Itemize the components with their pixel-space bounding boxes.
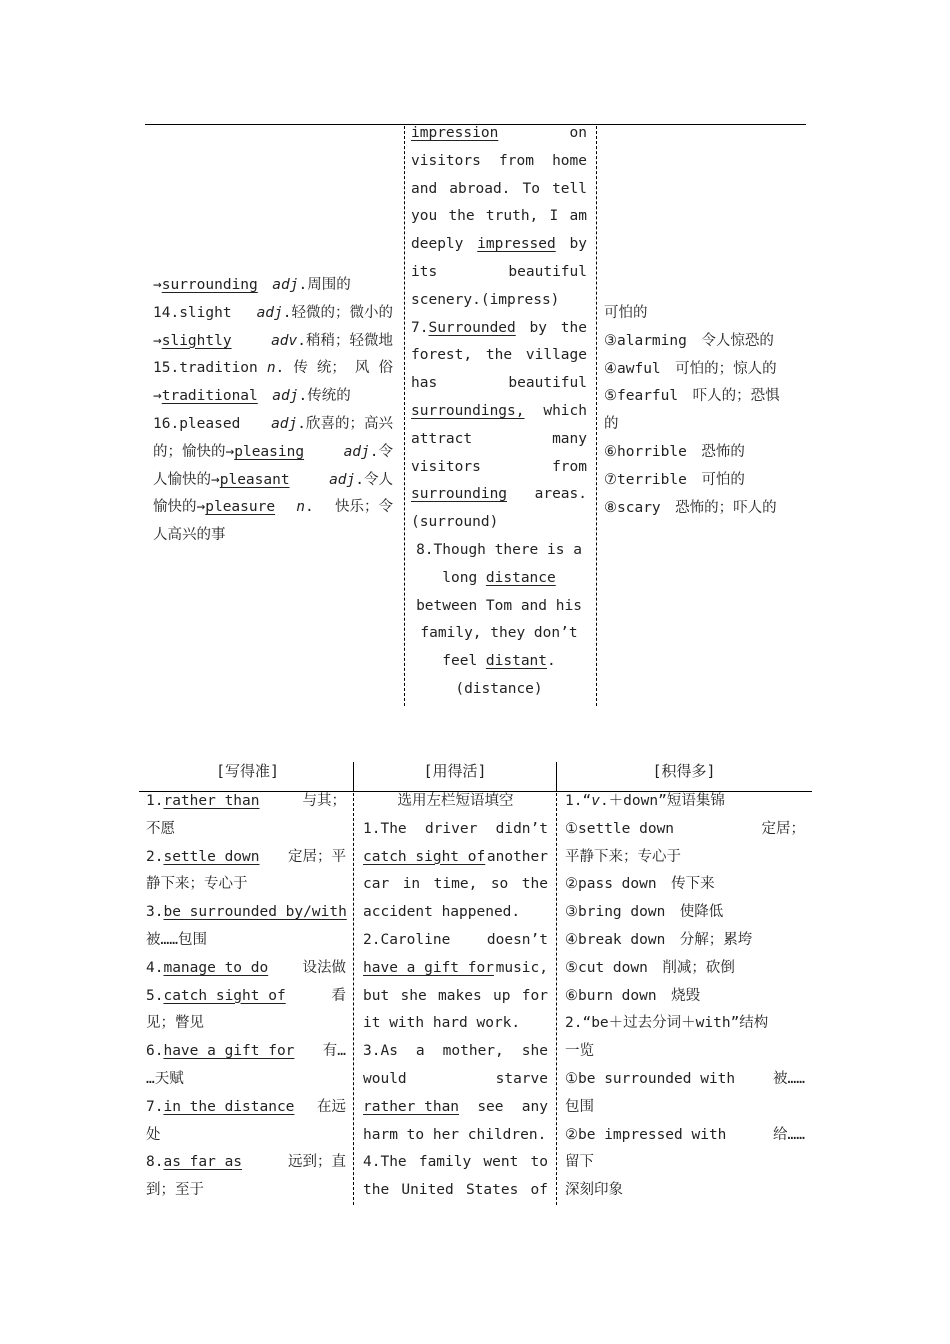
phrase-manage-to-do: manage to do: [163, 959, 269, 976]
answer-distance: distance: [485, 569, 556, 586]
fill-line: would starve: [363, 1070, 548, 1087]
fill-line: car in time, so the: [363, 876, 548, 893]
phrase-in-the-distance: in the distance: [163, 1098, 295, 1115]
bottom-header-divider-right: [556, 762, 557, 792]
phrase-rather-than: rather than: [163, 793, 260, 809]
accumulate-line: ③alarming 令人惊恐的: [604, 332, 774, 349]
phrase-line: 2.settle down 定居；平: [146, 848, 346, 865]
vocab-line: →traditional adj.传统的: [153, 388, 351, 405]
answer-slightly: slightly: [161, 332, 232, 349]
header-use: [用得活]: [423, 762, 487, 780]
accumulate-line: ⑥burn down 烧毁: [565, 987, 701, 1004]
answer-pleasure: pleasure: [205, 499, 276, 516]
accumulate-line: ⑧scary 恐怖的；吓人的: [604, 499, 777, 516]
header-write: [写得准]: [215, 762, 280, 780]
accumulate-line: 的: [604, 416, 619, 433]
practice-line: deeply impressed by: [411, 231, 587, 259]
answer-pleasing: pleasing: [234, 443, 305, 460]
fill-line: but she makes up for: [363, 987, 548, 1004]
accumulate-line: ①be surrounded with 被……: [565, 1070, 805, 1087]
practice-line: visitors from home: [411, 152, 587, 169]
practice-line: forest, the village: [411, 347, 587, 364]
fill-answer-have-a-gift-for: have a gift for: [363, 959, 494, 976]
phrase-as-far-as: as far as: [163, 1154, 243, 1171]
fill-line: catch sight of another: [363, 844, 548, 872]
fill-line: 2.Caroline doesn’t: [363, 931, 548, 948]
practice-line: long distance: [442, 569, 556, 586]
fill-line: accident happened.: [363, 904, 521, 921]
practice-line: surroundings, which: [411, 398, 587, 426]
top-vocab-column: [153, 272, 393, 550]
accumulate-line: 可怕的: [604, 305, 648, 321]
top-divider-right: [596, 126, 597, 706]
phrase-line: 4.manage to do 设法做: [146, 959, 346, 976]
practice-line: impression on: [411, 120, 587, 148]
fill-line: have a gift for music,: [363, 955, 548, 983]
accumulate-line: 平静下来；专心于: [565, 848, 681, 865]
practice-line: (distance): [455, 680, 543, 697]
vocab-line: 人高兴的事: [153, 527, 226, 544]
fill-line: rather than see any: [363, 1094, 548, 1122]
fill-line: 3.As a mother, she: [363, 1043, 548, 1060]
practice-line: scenery.(impress): [411, 291, 560, 308]
accumulate-line: ⑤cut down 削减；砍倒: [565, 959, 735, 976]
accumulate-line: 包围: [565, 1098, 594, 1115]
vocab-line: 的；愉快的→pleasing adj.令: [153, 443, 393, 460]
phrase-line: 静下来；专心于: [146, 876, 248, 893]
accumulate-line: ①settle down 定居；: [565, 820, 805, 837]
practice-line: and abroad. To tell: [411, 180, 587, 197]
answer-impression: impression: [411, 125, 499, 141]
top-accumulate-column: [604, 300, 800, 522]
answer-surrounding-2: surrounding: [411, 486, 508, 503]
vocab-line: 人愉快的→pleasant adj.令人: [153, 471, 393, 488]
header-accumulate: [积得多]: [652, 762, 716, 780]
bottom-divider-left: [353, 793, 354, 1205]
phrase-line: 到；至于: [146, 1182, 204, 1199]
vocab-line: 15.tradition n. 传 统； 风 俗: [153, 360, 393, 377]
practice-line: its beautiful: [411, 263, 587, 280]
fill-instruction: 选用左栏短语填空: [397, 793, 514, 809]
phrase-line: 7.in the distance 在远: [146, 1098, 346, 1115]
fill-answer-rather-than: rather than: [363, 1098, 460, 1115]
bottom-fill-column: [363, 788, 548, 1205]
top-practice-column: [411, 120, 587, 704]
accumulate-line: 深刻印象: [565, 1182, 623, 1199]
practice-line: 7.Surrounded by the: [411, 319, 587, 336]
vocab-line: 16.pleased adj.欣喜的；高兴: [153, 415, 393, 432]
accumulate-line: ③bring down 使降低: [565, 904, 724, 921]
accumulate-line: ④break down 分解；累垮: [565, 931, 753, 948]
fill-answer-catch-sight-of: catch sight of: [363, 848, 486, 865]
bottom-phrase-column: [146, 788, 346, 1205]
bottom-divider-right: [556, 793, 557, 1205]
accumulate-title: 2.“be＋过去分词＋with”结构: [565, 1015, 769, 1032]
vocab-line: →surrounding adj.周围的: [153, 277, 351, 293]
fill-line: it with hard work.: [363, 1015, 521, 1032]
fill-line: the United States of: [363, 1182, 548, 1199]
accumulate-line: ②be impressed with 给……: [565, 1126, 805, 1143]
accumulate-line: ⑤fearful 吓人的；恐惧: [604, 388, 780, 405]
practice-line: family, they don’t: [420, 625, 578, 642]
practice-line: visitors from: [411, 458, 587, 475]
phrase-line: 被……包围: [146, 931, 207, 948]
answer-surrounding: surrounding: [161, 277, 258, 293]
practice-line: has beautiful: [411, 375, 587, 392]
answer-traditional: traditional: [161, 388, 258, 405]
practice-line: surrounding areas.: [411, 481, 587, 509]
accumulate-line: ⑥horrible 恐怖的: [604, 443, 745, 460]
phrase-be-surrounded: be surrounded by/with: [163, 904, 347, 921]
practice-line: (surround): [411, 514, 499, 531]
practice-line: 8.Though there is a: [416, 541, 582, 558]
accumulate-line: 留下: [565, 1154, 594, 1171]
phrase-line: 处: [146, 1126, 161, 1143]
answer-surroundings: surroundings,: [411, 402, 525, 419]
answer-distant: distant: [485, 653, 548, 670]
practice-line: you the truth, I am: [411, 208, 587, 225]
phrase-line: 5.catch sight of 看: [146, 987, 346, 1004]
accumulate-line: ④awful 可怕的；惊人的: [604, 360, 777, 377]
practice-line: between Tom and his: [416, 597, 582, 614]
answer-surrounded: Surrounded: [428, 319, 516, 336]
practice-line: feel distant.: [442, 653, 556, 670]
practice-line: attract many: [411, 430, 587, 447]
accumulate-line: ⑦terrible 可怕的: [604, 471, 745, 488]
fill-line: 1.The driver didn’t: [363, 820, 548, 837]
answer-impressed: impressed: [477, 236, 556, 253]
answer-pleasant: pleasant: [219, 471, 290, 488]
top-divider-left: [404, 126, 405, 706]
fill-line: harm to her children.: [363, 1126, 547, 1143]
phrase-line: …天赋: [146, 1070, 184, 1087]
phrase-line: 1.rather than 与其；: [146, 793, 346, 809]
phrase-catch-sight-of: catch sight of: [163, 987, 286, 1004]
phrase-line: 不愿: [146, 820, 175, 837]
phrase-have-a-gift-for: have a gift for: [163, 1043, 295, 1060]
vocab-line: 14.slight adj.轻微的；微小的: [153, 304, 393, 321]
accumulate-line: ②pass down 传下来: [565, 876, 715, 893]
phrase-line: 8.as far as 远到；直: [146, 1154, 346, 1171]
phrase-line: 见；瞥见: [146, 1015, 204, 1032]
bottom-header-divider-left: [353, 762, 354, 792]
vocab-line: 愉快的→pleasure n. 快乐；令: [153, 499, 393, 516]
accumulate-title: 1.“v.＋down”短语集锦: [565, 793, 725, 809]
fill-line: 4.The family went to: [363, 1154, 548, 1171]
accumulate-line: 一览: [565, 1043, 594, 1060]
bottom-accumulate-column: [565, 788, 805, 1205]
phrase-settle-down: settle down: [163, 848, 260, 865]
phrase-line: 3.be surrounded by/with: [146, 904, 347, 921]
vocab-line: →slightly adv.稍稍；轻微地: [153, 332, 393, 349]
phrase-line: 6.have a gift for 有…: [146, 1043, 346, 1060]
